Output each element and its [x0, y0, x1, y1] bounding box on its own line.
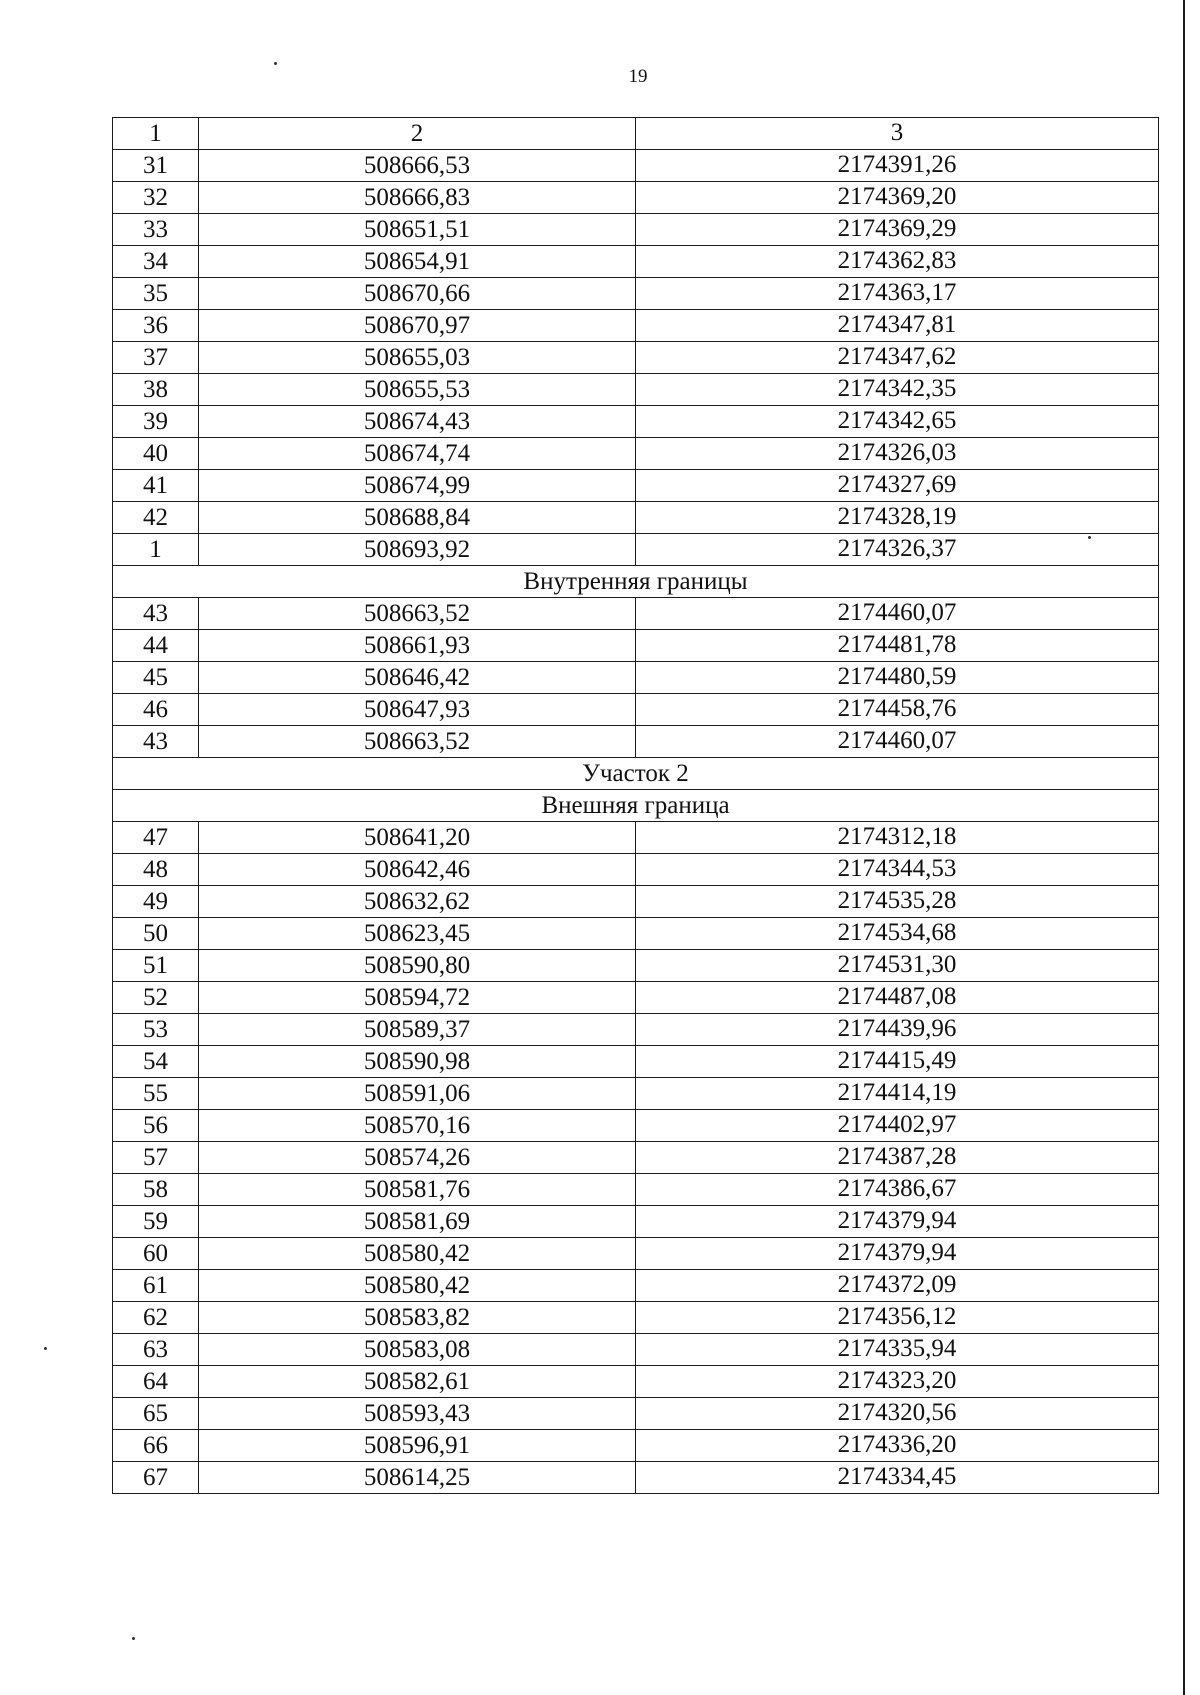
- y-coordinate-cell: 2174379,94: [636, 1238, 1159, 1270]
- table-row: [113, 1078, 1159, 1110]
- table-row: [113, 1174, 1159, 1206]
- x-coordinate-cell: 508614,25: [199, 1462, 636, 1494]
- scan-speck: [274, 62, 277, 65]
- point-number-cell: 51: [113, 950, 199, 982]
- y-coordinate-cell: 2174481,78: [636, 630, 1159, 662]
- y-coordinate-cell: 2174460,07: [636, 726, 1159, 758]
- y-coordinate-cell: 2174342,65: [636, 406, 1159, 438]
- table-row: [113, 1014, 1159, 1046]
- x-coordinate-cell: 508594,72: [199, 982, 636, 1014]
- x-coordinate-cell: 508581,76: [199, 1174, 636, 1206]
- y-coordinate-cell: 2174347,81: [636, 310, 1159, 342]
- point-number-cell: 39: [113, 406, 199, 438]
- x-coordinate-cell: 508654,91: [199, 246, 636, 278]
- point-number-cell: 44: [113, 630, 199, 662]
- table-row: [113, 310, 1159, 342]
- x-coordinate-cell: 508651,51: [199, 214, 636, 246]
- point-number-cell: 40: [113, 438, 199, 470]
- table-row: [113, 886, 1159, 918]
- point-number-cell: 45: [113, 662, 199, 694]
- table-row: [113, 1270, 1159, 1302]
- point-number-cell: 38: [113, 374, 199, 406]
- point-number-cell: 46: [113, 694, 199, 726]
- point-number-cell: 65: [113, 1398, 199, 1430]
- y-coordinate-cell: 2174328,19: [636, 502, 1159, 534]
- x-coordinate-cell: 508670,97: [199, 310, 636, 342]
- table-row: [113, 1334, 1159, 1366]
- y-coordinate-cell: 2174342,35: [636, 374, 1159, 406]
- y-coordinate-cell: 2174458,76: [636, 694, 1159, 726]
- table-row: [113, 918, 1159, 950]
- header-row: [113, 118, 1159, 150]
- header-col-1: 1: [113, 118, 199, 150]
- y-coordinate-cell: 2174391,26: [636, 150, 1159, 182]
- x-coordinate-cell: 508693,92: [199, 534, 636, 566]
- y-coordinate-cell: 2174363,17: [636, 278, 1159, 310]
- point-number-cell: 56: [113, 1110, 199, 1142]
- x-coordinate-cell: 508582,61: [199, 1366, 636, 1398]
- x-coordinate-cell: 508641,20: [199, 822, 636, 854]
- y-coordinate-cell: 2174356,12: [636, 1302, 1159, 1334]
- point-number-cell: 31: [113, 150, 199, 182]
- x-coordinate-cell: 508655,03: [199, 342, 636, 374]
- point-number-cell: 43: [113, 598, 199, 630]
- point-number-cell: 52: [113, 982, 199, 1014]
- y-coordinate-cell: 2174369,20: [636, 182, 1159, 214]
- table-row: [113, 1398, 1159, 1430]
- table-row: [113, 694, 1159, 726]
- x-coordinate-cell: 508674,74: [199, 438, 636, 470]
- x-coordinate-cell: 508661,93: [199, 630, 636, 662]
- y-coordinate-cell: 2174312,18: [636, 822, 1159, 854]
- x-coordinate-cell: 508666,53: [199, 150, 636, 182]
- point-number-cell: 57: [113, 1142, 199, 1174]
- y-coordinate-cell: 2174480,59: [636, 662, 1159, 694]
- table-row: [113, 662, 1159, 694]
- table-row: [113, 950, 1159, 982]
- x-coordinate-cell: 508583,82: [199, 1302, 636, 1334]
- point-number-cell: 34: [113, 246, 199, 278]
- table-row: [113, 246, 1159, 278]
- x-coordinate-cell: 508590,80: [199, 950, 636, 982]
- x-coordinate-cell: 508570,16: [199, 1110, 636, 1142]
- coordinates-table: [112, 117, 1159, 1494]
- y-coordinate-cell: 2174369,29: [636, 214, 1159, 246]
- y-coordinate-cell: 2174326,03: [636, 438, 1159, 470]
- table-row: [113, 214, 1159, 246]
- section-label: Внутренняя границы: [113, 566, 1159, 598]
- table-header: [113, 118, 1159, 150]
- table-row: [113, 1430, 1159, 1462]
- point-number-cell: 66: [113, 1430, 199, 1462]
- y-coordinate-cell: 2174379,94: [636, 1206, 1159, 1238]
- x-coordinate-cell: 508581,69: [199, 1206, 636, 1238]
- section-row: [113, 566, 1159, 598]
- y-coordinate-cell: 2174487,08: [636, 982, 1159, 1014]
- point-number-cell: 36: [113, 310, 199, 342]
- header-col-2: 2: [199, 118, 636, 150]
- x-coordinate-cell: 508663,52: [199, 726, 636, 758]
- x-coordinate-cell: 508590,98: [199, 1046, 636, 1078]
- point-number-cell: 47: [113, 822, 199, 854]
- y-coordinate-cell: 2174387,28: [636, 1142, 1159, 1174]
- point-number-cell: 58: [113, 1174, 199, 1206]
- y-coordinate-cell: 2174439,96: [636, 1014, 1159, 1046]
- x-coordinate-cell: 508583,08: [199, 1334, 636, 1366]
- table-row: [113, 438, 1159, 470]
- table-row: [113, 150, 1159, 182]
- y-coordinate-cell: 2174386,67: [636, 1174, 1159, 1206]
- x-coordinate-cell: 508596,91: [199, 1430, 636, 1462]
- table-row: [113, 1110, 1159, 1142]
- point-number-cell: 42: [113, 502, 199, 534]
- y-coordinate-cell: 2174336,20: [636, 1430, 1159, 1462]
- x-coordinate-cell: 508666,83: [199, 182, 636, 214]
- header-col-3: 3: [636, 118, 1159, 150]
- table-body: [113, 150, 1159, 1494]
- x-coordinate-cell: 508688,84: [199, 502, 636, 534]
- table-row: [113, 1142, 1159, 1174]
- table-row: [113, 822, 1159, 854]
- table-row: [113, 342, 1159, 374]
- y-coordinate-cell: 2174326,37: [636, 534, 1159, 566]
- x-coordinate-cell: 508591,06: [199, 1078, 636, 1110]
- section-label: Участок 2: [113, 758, 1159, 790]
- x-coordinate-cell: 508574,26: [199, 1142, 636, 1174]
- x-coordinate-cell: 508670,66: [199, 278, 636, 310]
- y-coordinate-cell: 2174402,97: [636, 1110, 1159, 1142]
- point-number-cell: 53: [113, 1014, 199, 1046]
- scan-speck: [132, 1637, 135, 1640]
- table-row: [113, 854, 1159, 886]
- point-number-cell: 32: [113, 182, 199, 214]
- table-row: [113, 630, 1159, 662]
- table-row: [113, 470, 1159, 502]
- table-row: [113, 1462, 1159, 1494]
- x-coordinate-cell: 508646,42: [199, 662, 636, 694]
- y-coordinate-cell: 2174334,45: [636, 1462, 1159, 1494]
- point-number-cell: 37: [113, 342, 199, 374]
- table-row: [113, 534, 1159, 566]
- x-coordinate-cell: 508663,52: [199, 598, 636, 630]
- point-number-cell: 49: [113, 886, 199, 918]
- y-coordinate-cell: 2174327,69: [636, 470, 1159, 502]
- table-row: [113, 374, 1159, 406]
- table-row: [113, 726, 1159, 758]
- scan-speck: [44, 1347, 47, 1350]
- point-number-cell: 48: [113, 854, 199, 886]
- x-coordinate-cell: 508674,99: [199, 470, 636, 502]
- section-row: [113, 790, 1159, 822]
- y-coordinate-cell: 2174362,83: [636, 246, 1159, 278]
- point-number-cell: 59: [113, 1206, 199, 1238]
- table-row: [113, 1206, 1159, 1238]
- point-number-cell: 63: [113, 1334, 199, 1366]
- table-row: [113, 1238, 1159, 1270]
- y-coordinate-cell: 2174531,30: [636, 950, 1159, 982]
- y-coordinate-cell: 2174320,56: [636, 1398, 1159, 1430]
- x-coordinate-cell: 508655,53: [199, 374, 636, 406]
- section-label: Внешняя граница: [113, 790, 1159, 822]
- x-coordinate-cell: 508623,45: [199, 918, 636, 950]
- point-number-cell: 1: [113, 534, 199, 566]
- x-coordinate-cell: 508580,42: [199, 1238, 636, 1270]
- y-coordinate-cell: 2174323,20: [636, 1366, 1159, 1398]
- table-row: [113, 406, 1159, 438]
- y-coordinate-cell: 2174344,53: [636, 854, 1159, 886]
- x-coordinate-cell: 508642,46: [199, 854, 636, 886]
- y-coordinate-cell: 2174534,68: [636, 918, 1159, 950]
- point-number-cell: 43: [113, 726, 199, 758]
- point-number-cell: 64: [113, 1366, 199, 1398]
- page-number: 19: [628, 66, 648, 87]
- point-number-cell: 33: [113, 214, 199, 246]
- x-coordinate-cell: 508589,37: [199, 1014, 636, 1046]
- table-row: [113, 982, 1159, 1014]
- y-coordinate-cell: 2174335,94: [636, 1334, 1159, 1366]
- x-coordinate-cell: 508632,62: [199, 886, 636, 918]
- x-coordinate-cell: 508580,42: [199, 1270, 636, 1302]
- y-coordinate-cell: 2174372,09: [636, 1270, 1159, 1302]
- point-number-cell: 41: [113, 470, 199, 502]
- y-coordinate-cell: 2174535,28: [636, 886, 1159, 918]
- table-row: [113, 1302, 1159, 1334]
- point-number-cell: 67: [113, 1462, 199, 1494]
- x-coordinate-cell: 508647,93: [199, 694, 636, 726]
- point-number-cell: 50: [113, 918, 199, 950]
- y-coordinate-cell: 2174415,49: [636, 1046, 1159, 1078]
- section-row: [113, 758, 1159, 790]
- y-coordinate-cell: 2174347,62: [636, 342, 1159, 374]
- table-row: [113, 502, 1159, 534]
- point-number-cell: 62: [113, 1302, 199, 1334]
- x-coordinate-cell: 508674,43: [199, 406, 636, 438]
- point-number-cell: 55: [113, 1078, 199, 1110]
- point-number-cell: 54: [113, 1046, 199, 1078]
- scan-edge-line: [1183, 0, 1185, 1695]
- table-row: [113, 1046, 1159, 1078]
- table-row: [113, 1366, 1159, 1398]
- point-number-cell: 35: [113, 278, 199, 310]
- table-row: [113, 182, 1159, 214]
- table-row: [113, 598, 1159, 630]
- point-number-cell: 60: [113, 1238, 199, 1270]
- y-coordinate-cell: 2174414,19: [636, 1078, 1159, 1110]
- y-coordinate-cell: 2174460,07: [636, 598, 1159, 630]
- point-number-cell: 61: [113, 1270, 199, 1302]
- x-coordinate-cell: 508593,43: [199, 1398, 636, 1430]
- table-row: [113, 278, 1159, 310]
